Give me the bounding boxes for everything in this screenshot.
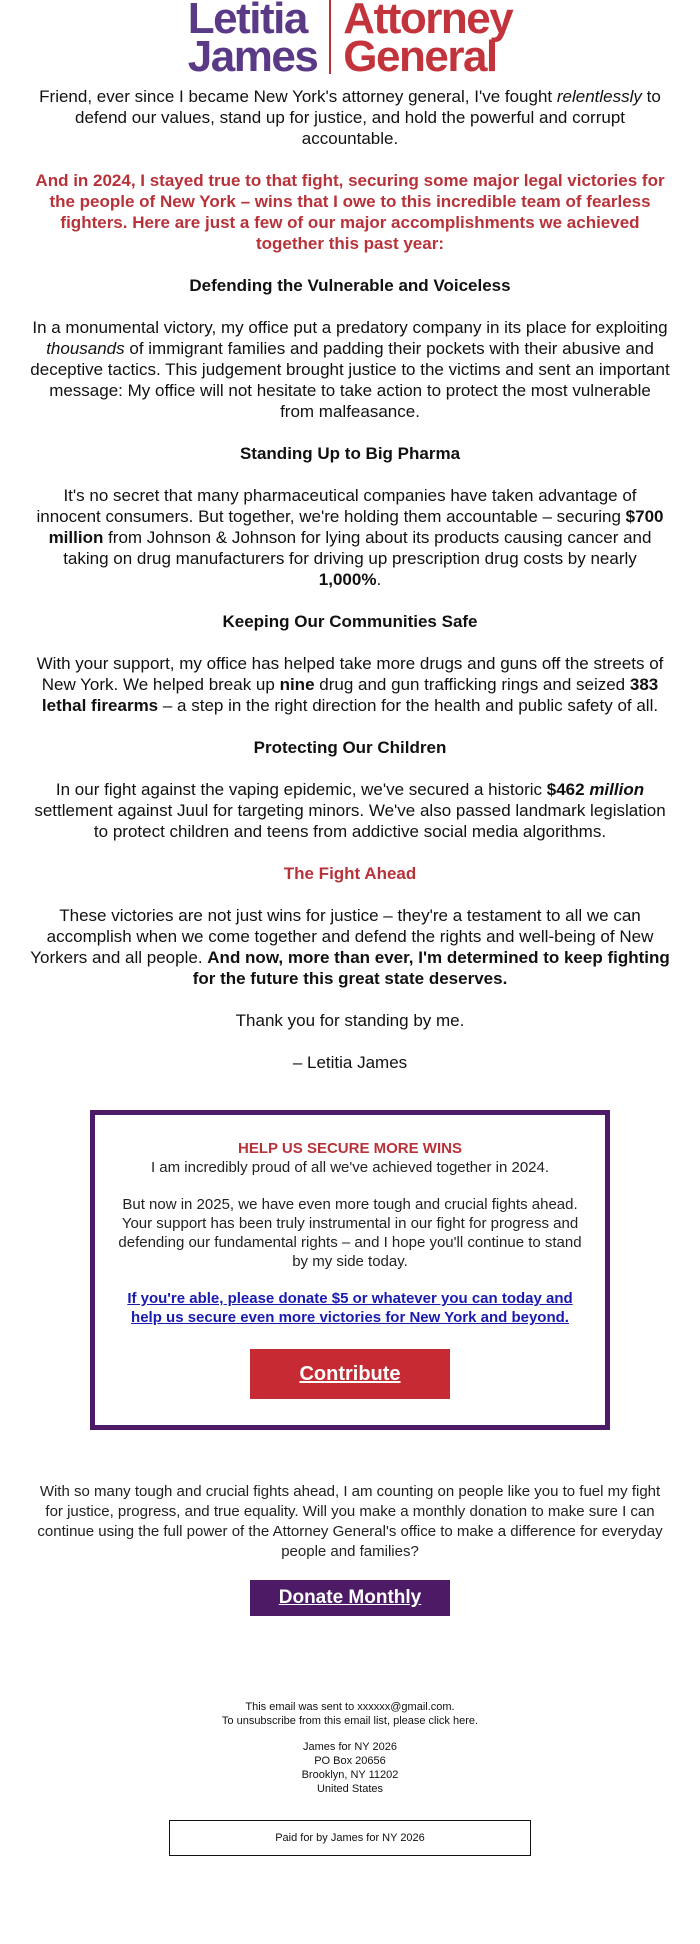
bold-run: 1,000%	[318, 570, 377, 589]
logo-title	[343, 0, 513, 81]
footer-po-box: PO Box 20656	[314, 1755, 386, 1767]
donate-box-paragraph: But now in 2025, we have even more tough and crucial fights ahead. Your support has been truly instrumental in our fight for progress and defending our fundamental rights – and I hope you'll continue to stand by my side today.	[118, 1196, 582, 1270]
section-text-communities	[30, 653, 670, 716]
text-run: from Johnson & Johnson for lying about its products causing cancer and taking on drug manufacturers for driving up prescription drug costs by nearly	[63, 528, 652, 568]
emphasis-run: thousands	[46, 339, 125, 358]
section-text-children	[30, 779, 670, 842]
bold-run: nine	[279, 675, 315, 694]
section-heading-communities: Keeping Our Communities Safe	[222, 612, 478, 631]
text-run: With your support, my office has helped take more drugs and guns off the streets of New York. We helped break up	[36, 654, 664, 694]
text-run: These victories are not just wins for justice – they're a testament to all we can accomplish when we come together and defend the rights and well-being of New Yorkers and all people.	[30, 906, 654, 967]
text-run: It's no secret that many pharmaceutical companies have taken advantage of innocent consumers. But together, we're holding them accountable – securing	[36, 486, 637, 526]
highlight-paragraph: And in 2024, I stayed true to that fight, securing some major legal victories for the people of New York – wins that I owe to this incredible team of fearless fighters. Here are just a few of our major accomplishments we achieved together this past year:	[35, 171, 665, 253]
footer-sent-to: This email was sent to xxxxxx@gmail.com.	[245, 1701, 455, 1713]
section-text-pharma	[30, 485, 670, 590]
logo-title-line1: Attorney	[343, 0, 513, 43]
logo-first-name: Letitia	[187, 0, 307, 43]
thanks-line: Thank you for standing by me.	[235, 1011, 465, 1030]
donate-box-line: I am incredibly proud of all we've achieved together in 2024.	[150, 1159, 550, 1176]
text-run: – a step in the right direction for the health and public safety of all.	[158, 696, 659, 715]
footer	[0, 1700, 700, 1856]
text-run: .	[376, 570, 382, 589]
bold-run: 383 lethal firearms	[41, 675, 659, 715]
logo	[0, 0, 700, 81]
logo-name	[187, 0, 318, 81]
section-heading-vulnerable: Defending the Vulnerable and Voiceless	[189, 276, 511, 295]
footer-org: James for NY 2026	[303, 1741, 397, 1753]
monthly-appeal	[30, 1482, 670, 1616]
text-run: In a monumental victory, my office put a predatory company in its place for exploiting	[32, 318, 668, 337]
footer-notice	[0, 1700, 700, 1728]
text-run: settlement against Juul for targeting minors. We've also passed landmark legislation to protect children and teens from addictive social media algorithms.	[34, 801, 666, 841]
donate-monthly-button[interactable]: Donate Monthly	[250, 1580, 450, 1616]
section-text-fight-ahead	[30, 905, 670, 989]
donate-box	[90, 1110, 610, 1430]
footer-city: Brooklyn, NY 11202	[301, 1769, 399, 1781]
intro-emphasis: relentlessly	[556, 87, 642, 106]
logo-divider	[329, 0, 331, 74]
logo-title-line2: General	[343, 32, 497, 81]
section-text-vulnerable	[30, 317, 670, 422]
intro-text-2: to defend our values, stand up for justice, and hold the powerful and corrupt accountable.	[74, 87, 661, 148]
intro-text-1: Friend, ever since I became New York's attorney general, I've fought	[39, 87, 557, 106]
bold-run: $700 million	[48, 507, 664, 547]
text-run: of immigrant families and padding their pockets with their abusive and deceptive tactics. This judgement brought justice to the victims and sent an important message: My office will not hesitate to take action to protect the most vulnerable from malfeasance.	[30, 339, 670, 421]
section-heading-fight-ahead: The Fight Ahead	[283, 864, 417, 883]
donate-box-heading: HELP US SECURE MORE WINS	[238, 1140, 462, 1157]
section-heading-pharma: Standing Up to Big Pharma	[239, 444, 461, 463]
donate-box-wrapper	[0, 1094, 700, 1430]
email-body	[30, 86, 670, 1073]
bold-italic-run: million	[589, 780, 645, 799]
paid-for-disclaimer: Paid for by James for NY 2026	[169, 1820, 531, 1856]
text-run: drug and gun trafficking rings and seized	[314, 675, 630, 694]
contribute-button[interactable]: Contribute	[250, 1349, 450, 1399]
signature: – Letitia James	[292, 1053, 408, 1072]
footer-address	[0, 1740, 700, 1796]
bold-run: $462	[546, 780, 590, 799]
intro-paragraph	[30, 86, 670, 149]
section-heading-children: Protecting Our Children	[253, 738, 447, 757]
unsubscribe-link[interactable]: To unsubscribe from this email list, please click here.	[221, 1715, 479, 1727]
footer-country: United States	[316, 1783, 384, 1795]
donate-link[interactable]: If you're able, please donate $5 or whatever you can today and help us secure even more victories for New York and beyond.	[127, 1290, 573, 1326]
logo-last-name: James	[187, 32, 318, 81]
bold-run: And now, more than ever, I'm determined to keep fighting for the future this great state deserves.	[192, 948, 670, 988]
text-run: In our fight against the vaping epidemic, we've secured a historic	[55, 780, 547, 799]
monthly-appeal-text: With so many tough and crucial fights ahead, I am counting on people like you to fuel my fight for justice, progress, and true equality. Will you make a monthly donation to make sure I can continue using the full power of the Attorney General's office to make a difference for everyday people and families?	[37, 1483, 663, 1560]
